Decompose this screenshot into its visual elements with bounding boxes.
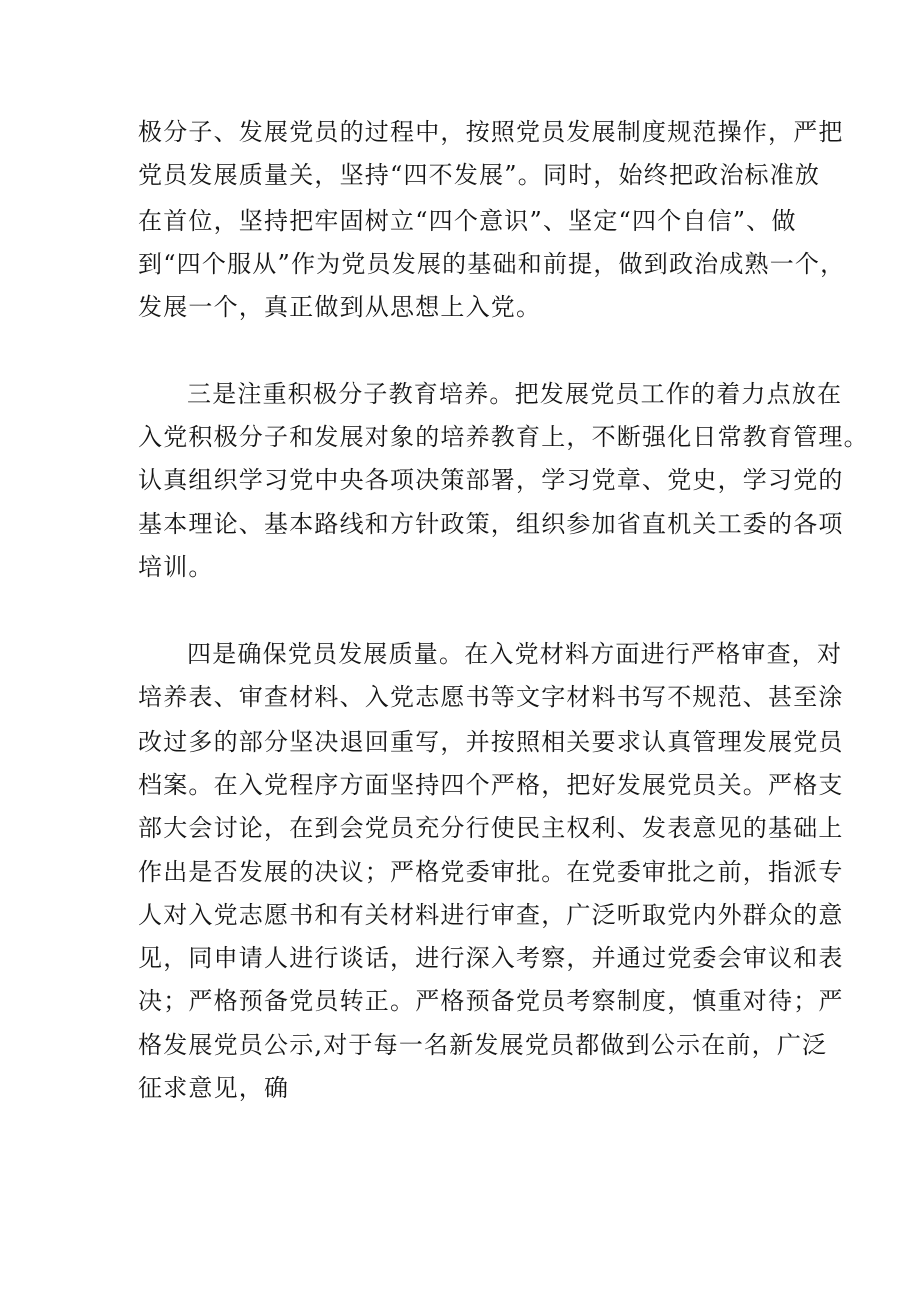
paragraph-3-line-7: 人对入党志愿书和有关材料进行审查，广泛听取党内外群众的意	[138, 901, 844, 929]
paragraph-3-line-1: 四是确保党员发展质量。在入党材料方面进行严格审查，对	[187, 640, 843, 668]
paragraph-2-line-2: 入党积极分子和发展对象的培养教育上，不断强化日常教育管理。	[138, 423, 869, 451]
paragraph-3-line-6: 作出是否发展的决议；严格党委审批。在党委审批之前，指派专	[138, 858, 844, 886]
paragraph-2-line-3: 认真组织学习党中央各项决策部署，学习党章、党史，学习党的	[138, 466, 844, 494]
paragraph-2-line-1: 三是注重积极分子教育培养。把发展党员工作的着力点放在	[187, 380, 843, 408]
paragraph-3-line-2: 培养表、审查材料、入党志愿书等文字材料书写不规范、甚至涂	[138, 683, 844, 711]
paragraph-1-line-2: 党员发展质量关，坚持“四不发展”。同时，始终把政治标准放	[138, 161, 821, 189]
paragraph-3-line-10: 格发展党员公示,对于每一名新发展党员都做到公示在前，广泛	[138, 1031, 828, 1059]
paragraph-3-line-9: 决；严格预备党员转正。严格预备党员考察制度，慎重对待；严	[138, 987, 844, 1015]
paragraph-2-line-4: 基本理论、基本路线和方针政策，组织参加省直机关工委的各项	[138, 510, 844, 538]
paragraph-3-line-11: 征求意见，确	[138, 1074, 290, 1102]
paragraph-2-line-5: 培训。	[138, 553, 214, 581]
paragraph-3-line-8: 见，同申请人进行谈话，进行深入考察，并通过党委会审议和表	[138, 944, 844, 972]
paragraph-3-line-3: 改过多的部分坚决退回重写，并按照相关要求认真管理发展党员	[138, 728, 844, 756]
paragraph-1-line-4: 到“四个服从”作为党员发展的基础和前提，做到政治成熟一个，	[138, 250, 846, 278]
paragraph-1-line-1: 极分子、发展党员的过程中，按照党员发展制度规范操作，严把	[138, 118, 844, 146]
paragraph-3-line-5: 部大会讨论，在到会党员充分行使民主权利、发表意见的基础上	[138, 814, 844, 842]
paragraph-3-line-4: 档案。在入党程序方面坚持四个严格，把好发展党员关。严格支	[138, 771, 844, 799]
paragraph-1-line-5: 发展一个，真正做到从思想上入党。	[138, 293, 542, 321]
paragraph-1-line-3: 在首位，坚持把牢固树立“四个意识”、坚定“四个自信”、做	[138, 207, 797, 235]
